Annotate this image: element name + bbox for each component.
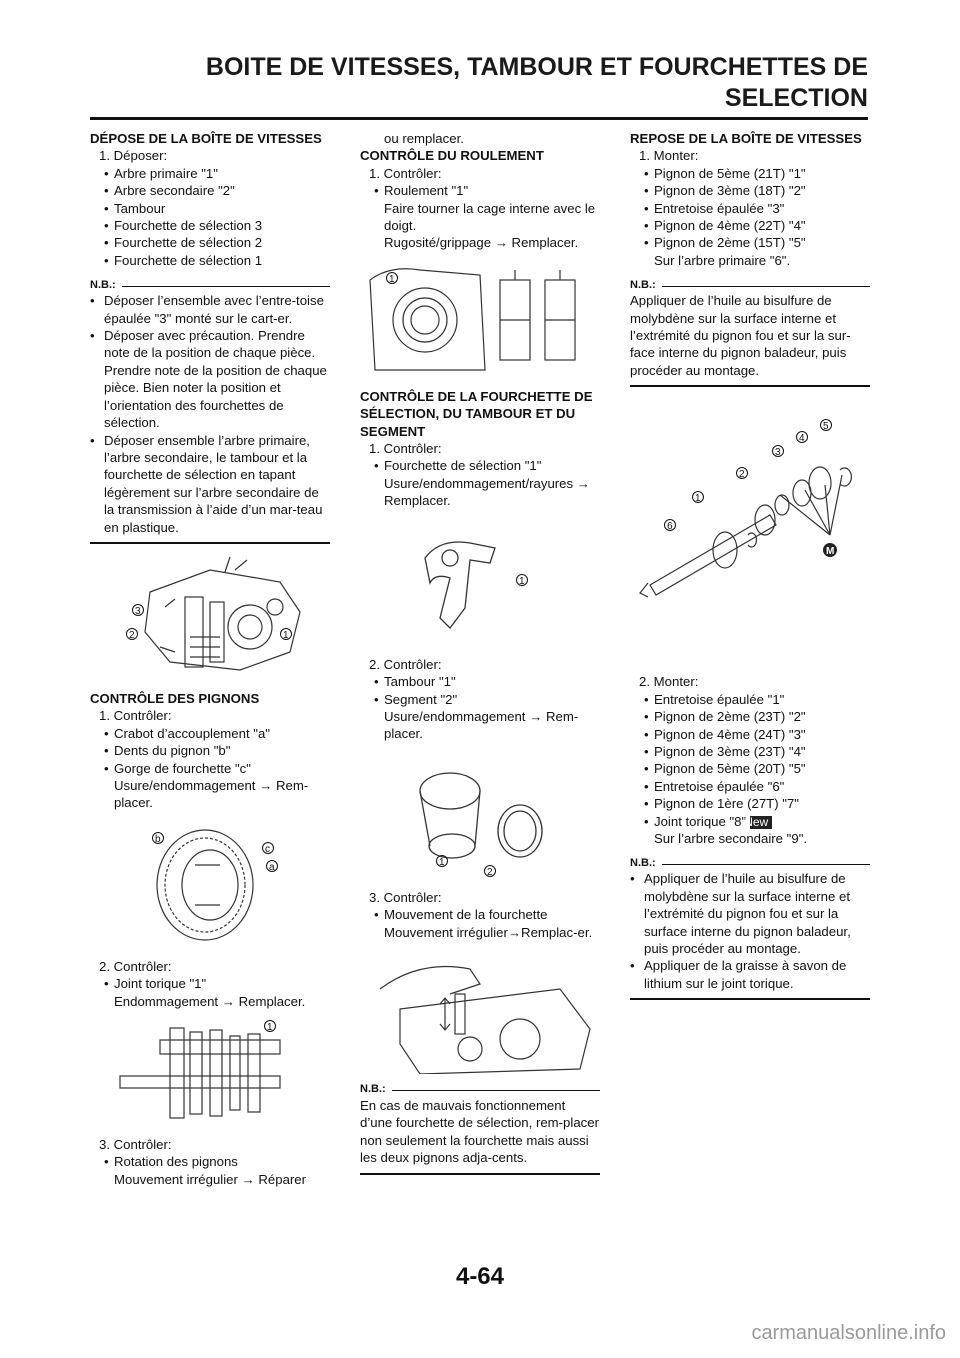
note-label: N.B.: (360, 1083, 386, 1096)
list-item: • Entretoise épaulée "6" (630, 778, 870, 795)
list-item: • Pignon de 4ème (22T) "4" (630, 217, 870, 234)
figure-drum (360, 751, 600, 881)
note-box (360, 1083, 600, 1175)
callout-label: b (155, 833, 161, 845)
section-heading: CONTRÔLE DE LA FOURCHETTE DE SÉLECTION, DU TAMBOUR ET DU SEGMENT (360, 388, 593, 439)
instruction: ou remplacer. (384, 131, 464, 146)
note-item: • Déposer l’ensemble avec l’entre-toise épaulée "3" monté sur le cart-er. (90, 292, 330, 327)
callout-label: c (265, 843, 270, 855)
step: 1. Contrôler: (369, 165, 442, 181)
callout-label: a (269, 861, 275, 873)
list-item: • Tambour "1" (360, 673, 600, 690)
column-3 (630, 130, 870, 1000)
instruction: Mouvement irrégulier→Remplac-er. (384, 924, 593, 940)
instruction: Endommagement → Remplacer. (114, 993, 306, 1009)
list-item: • Gorge de fourchette "c" (90, 760, 330, 777)
step: 1. Contrôler: (369, 441, 442, 457)
callout-label: 1 (267, 1022, 273, 1033)
callout-label: 2 (739, 469, 745, 481)
list-item: • Dents du pignon "b" (90, 742, 330, 759)
list-item: • Arbre primaire "1" (90, 165, 330, 182)
section-heading: DÉPOSE DE LA BOÎTE DE VITESSES (90, 131, 322, 146)
list-item: • Pignon de 1ère (27T) "7" (630, 795, 870, 812)
note-text: Appliquer de l’huile au bisulfure de molybdène sur la surface interne et l’extrémité du pignon fou et sur la sur-face interne du pignon baladeur, puis procéder au montage. (630, 293, 851, 378)
callout-label: 2 (487, 866, 493, 878)
callout-label: 1 (695, 493, 701, 505)
list-item: • Tambour (90, 200, 330, 217)
step: 1. Contrôler: (99, 708, 172, 724)
instruction: Sur l’arbre secondaire "9". (654, 830, 808, 846)
list-item: • Pignon de 5ème (21T) "1" (630, 165, 870, 182)
section-heading: CONTRÔLE DU ROULEMENT (360, 148, 544, 164)
list-item: • Pignon de 2ème (23T) "2" (630, 708, 870, 725)
list-item: • Crabot d’accouplement "a" (90, 725, 330, 742)
list-item: • Fourchette de sélection 3 (90, 217, 330, 234)
callout-label: 4 (799, 433, 805, 445)
note-label: N.B.: (630, 856, 656, 869)
figure-primary-shaft-assembly (630, 395, 870, 665)
step: 2. Monter: (639, 674, 699, 690)
note-text: En cas de mauvais fonctionnement d’une fourchette de sélection, rem-placer non seulement la fourchette mais aussi les deux pignons adja-cents. (360, 1097, 599, 1166)
step: 3. Contrôler: (99, 1137, 172, 1152)
instruction: Faire tourner la cage interne avec le doigt. (384, 200, 596, 234)
figure-gear (90, 820, 330, 950)
note-box (630, 278, 870, 387)
list-item: • Pignon de 4ème (24T) "3" (630, 726, 870, 743)
list-item: • Rotation des pignons (90, 1153, 330, 1170)
list-item: • Joint torique "1" (90, 975, 330, 992)
callout-label: 1 (519, 575, 525, 587)
list-item: • Fourchette de sélection 2 (90, 234, 330, 251)
list-item: • Entretoise épaulée "1" (630, 691, 870, 708)
page-header (0, 52, 868, 114)
figure-shift-fork (360, 518, 600, 648)
list-item-text: Joint torique "8" (654, 813, 747, 829)
callout-label: 3 (135, 605, 141, 617)
step: 3. Contrôler: (369, 889, 442, 905)
callout-label: 2 (129, 629, 135, 641)
instruction: Mouvement irrégulier → Réparer (114, 1171, 307, 1187)
instruction: Usure/endommagement → Rem-placer. (384, 708, 579, 742)
instruction: Sur l’arbre primaire "6". (654, 252, 791, 268)
note-item: • Déposer avec précaution. Prendre note de la position de chaque pièce. Prendre note de la position de chaque pièce. Bien noter la position et l’orientation des fourchettes de sélection. (90, 327, 330, 431)
step: 1. Déposer: (99, 148, 168, 164)
callout-label: 1 (439, 856, 445, 868)
callout-label: 1 (389, 273, 395, 285)
note-item: • Appliquer de la graisse à savon de lithium sur le joint torique. (630, 957, 870, 992)
note-box (630, 856, 870, 1000)
step: 1. Monter: (639, 148, 699, 164)
list-item: • Roulement "1" (360, 182, 600, 199)
list-item: • Pignon de 2ème (15T) "5" (630, 234, 870, 251)
section-heading: CONTRÔLE DES PIGNONS (90, 690, 260, 706)
callout-label: 5 (823, 421, 829, 433)
instruction: Usure/endommagement → Rem-placer. (114, 777, 309, 811)
step: 2. Contrôler: (99, 958, 172, 974)
list-item: • Entretoise épaulée "3" (630, 200, 870, 217)
note-label: N.B.: (90, 278, 116, 291)
page-title-line-2: SELECTION (724, 84, 868, 112)
note-box (90, 278, 330, 544)
watermark: carmanualsonline.info (751, 1322, 946, 1344)
column-1 (90, 130, 330, 1188)
list-item: • Fourchette de sélection "1" (360, 457, 600, 474)
list-item: • Pignon de 3ème (23T) "4" (630, 743, 870, 760)
callout-label: 6 (667, 521, 673, 533)
figure-fork-movement (360, 949, 600, 1074)
list-item: • Pignon de 3ème (18T) "2" (630, 182, 870, 199)
callout-label: 1 (283, 629, 289, 641)
figure-transmission-removal (90, 552, 330, 682)
list-item (630, 813, 870, 830)
page-title-line-1: BOITE DE VITESSES, TAMBOUR ET FOURCHETTES DE (205, 53, 868, 81)
page-number: 4-64 (455, 1263, 505, 1290)
note-label: N.B.: (630, 278, 656, 291)
list-item: • Pignon de 5ème (20T) "5" (630, 760, 870, 777)
callout-label: 3 (775, 447, 781, 459)
list-item: • Segment "2" (360, 691, 600, 708)
header-rule (90, 117, 868, 120)
note-item: • Déposer ensemble l’arbre primaire, l’arbre secondaire, le tambour et la fourchette de sélection en tapant légèrement sur l’arbre secondaire de la transmission à l’aide d’un mar-teau en plastique. (90, 432, 330, 536)
instruction: Rugosité/grippage → Remplacer. (384, 235, 579, 251)
list-item: • Fourchette de sélection 1 (90, 252, 330, 269)
section-heading: REPOSE DE LA BOÎTE DE VITESSES (630, 131, 862, 146)
step: 2. Contrôler: (369, 656, 442, 672)
list-item: • Arbre secondaire "2" (90, 182, 330, 199)
figure-shafts (90, 1018, 330, 1128)
lubricant-symbol: M (826, 546, 835, 558)
figure-bearing (360, 260, 600, 380)
list-item: • Mouvement de la fourchette (360, 906, 600, 923)
column-2 (360, 130, 600, 1175)
note-item: • Appliquer de l’huile au bisulfure de molybdène sur la surface interne et l’extrémité du pignon fou et sur la surface interne du pignon baladeur, puis procéder au montage. (630, 870, 870, 957)
instruction: Usure/endommagement/rayures → Remplacer. (384, 475, 590, 509)
new-badge: New (750, 816, 772, 829)
